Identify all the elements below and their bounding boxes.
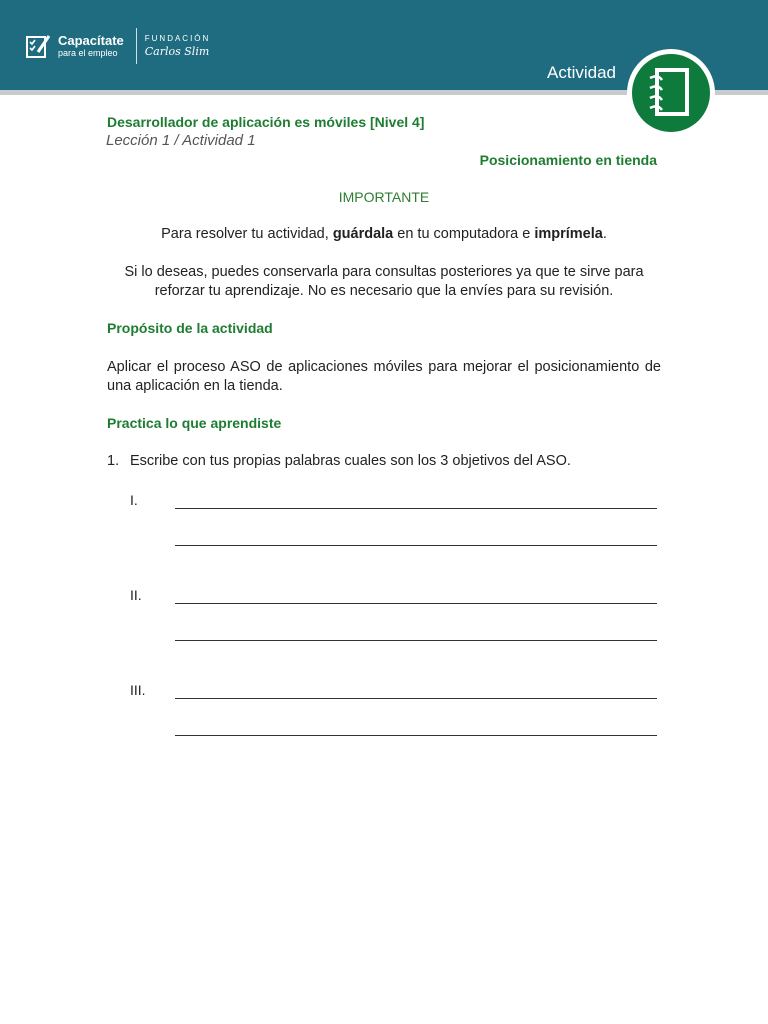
notebook-badge-icon (626, 48, 716, 138)
instruction-1-bold-print: imprímela (534, 226, 603, 242)
instruction-1 (100, 225, 668, 244)
answer-line[interactable] (175, 735, 657, 736)
purpose-heading: Propósito de la actividad (107, 320, 273, 336)
instruction-1-end: . (602, 226, 607, 242)
brand-name: Capacítate (58, 33, 124, 48)
activity-label: Actividad (547, 63, 616, 82)
logo-divider (136, 28, 137, 64)
instruction-2: Si lo deseas, puedes conservarla para consultas posteriores ya que te sirve para reforzar tu aprendizaje. No es necesario que la envíes para su revisión. (124, 264, 644, 299)
answer-line[interactable] (175, 508, 657, 509)
instruction-1-bold-save: guárdala (332, 226, 394, 242)
foundation-label: FUNDACIÓN (144, 34, 211, 43)
question-1 (107, 453, 571, 469)
question-number: 1. (107, 453, 120, 469)
course-title: Desarrollador de aplicación es móviles [Nivel 4] (107, 114, 425, 130)
important-heading: IMPORTANTE (338, 189, 430, 205)
lesson-label: Lección 1 / Actividad 1 (106, 132, 256, 149)
purpose-text: Aplicar el proceso ASO de aplicaciones móviles para mejorar el posicionamiento de una aplicación en la tienda. (107, 359, 661, 394)
brand-tagline: para el empleo (58, 48, 118, 58)
practice-heading: Practica lo que aprendiste (107, 415, 282, 431)
topic-title: Posicionamiento en tienda (479, 152, 657, 168)
instruction-1-pre: Para resolver tu actividad, (161, 226, 333, 242)
answer-line[interactable] (175, 545, 657, 546)
checklist-pen-icon (24, 32, 52, 60)
question-text: Escribe con tus propias palabras cuales son los 3 objetivos del ASO. (130, 453, 571, 469)
answer-line[interactable] (175, 698, 657, 699)
capacitate-logo (24, 28, 210, 64)
foundation-name: Carlos Slim (144, 45, 210, 58)
answer-label-1: I. (130, 492, 138, 508)
answer-line[interactable] (175, 603, 657, 604)
answer-label-2: II. (130, 587, 142, 603)
answer-line[interactable] (175, 640, 657, 641)
answer-label-3: III. (130, 682, 146, 698)
instruction-1-mid: en tu computadora e (393, 226, 535, 242)
